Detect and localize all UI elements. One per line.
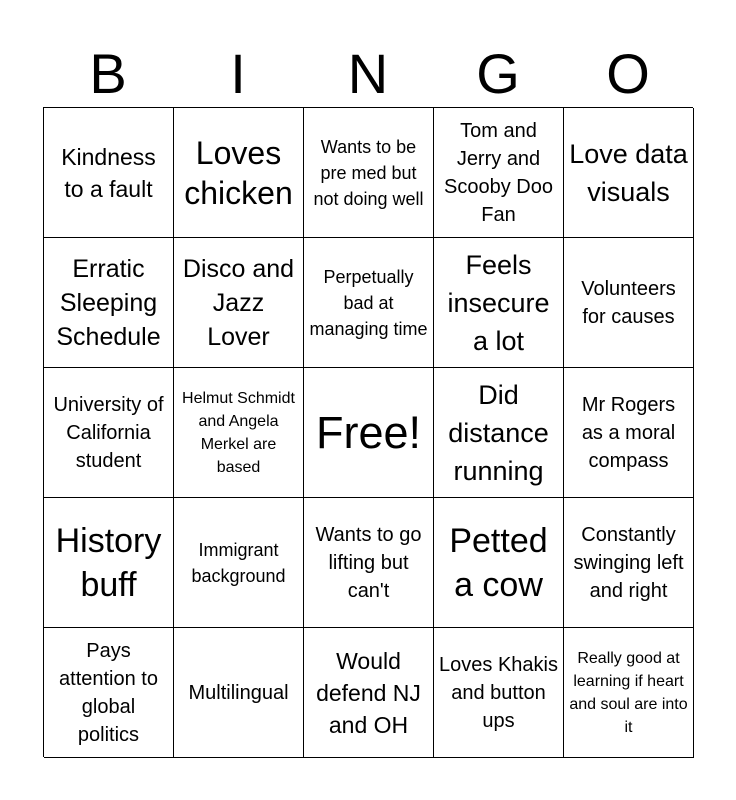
bingo-cell[interactable]: History buff bbox=[44, 498, 174, 628]
bingo-cell[interactable]: Immigrant background bbox=[174, 498, 304, 628]
bingo-board bbox=[43, 107, 693, 757]
header-letter-g: G bbox=[476, 42, 520, 105]
header-letter-o: O bbox=[606, 42, 650, 105]
bingo-cell[interactable]: Constantly swinging left and right bbox=[564, 498, 694, 628]
bingo-cell[interactable]: Mr Rogers as a moral compass bbox=[564, 368, 694, 498]
bingo-cell[interactable]: Would defend NJ and OH bbox=[304, 628, 434, 758]
bingo-cell[interactable]: Did distance running bbox=[434, 368, 564, 498]
header-letter-i: I bbox=[230, 42, 246, 105]
bingo-cell[interactable]: Helmut Schmidt and Angela Merkel are based bbox=[174, 368, 304, 498]
bingo-cell[interactable]: Love data visuals bbox=[564, 108, 694, 238]
bingo-cell[interactable]: Pays attention to global politics bbox=[44, 628, 174, 758]
free-space-cell[interactable]: Free! bbox=[304, 368, 434, 498]
bingo-cell[interactable]: Perpetually bad at managing time bbox=[304, 238, 434, 368]
bingo-cell[interactable]: Loves chicken bbox=[174, 108, 304, 238]
bingo-cell[interactable]: Volunteers for causes bbox=[564, 238, 694, 368]
bingo-cell[interactable]: Loves Khakis and button ups bbox=[434, 628, 564, 758]
bingo-cell[interactable]: Disco and Jazz Lover bbox=[174, 238, 304, 368]
bingo-cell[interactable]: Really good at learning if heart and soul are into it bbox=[564, 628, 694, 758]
bingo-cell[interactable]: Petted a cow bbox=[434, 498, 564, 628]
bingo-cell[interactable]: Tom and Jerry and Scooby Doo Fan bbox=[434, 108, 564, 238]
bingo-header bbox=[43, 40, 693, 108]
bingo-cell[interactable]: Wants to go lifting but can't bbox=[304, 498, 434, 628]
bingo-cell[interactable]: Multilingual bbox=[174, 628, 304, 758]
bingo-cell[interactable]: University of California student bbox=[44, 368, 174, 498]
bingo-cell[interactable]: Wants to be pre med but not doing well bbox=[304, 108, 434, 238]
bingo-cell[interactable]: Erratic Sleeping Schedule bbox=[44, 238, 174, 368]
bingo-cell[interactable]: Feels insecure a lot bbox=[434, 238, 564, 368]
bingo-cell[interactable]: Kindness to a fault bbox=[44, 108, 174, 238]
header-letter-n: N bbox=[347, 42, 389, 105]
header-letter-b: B bbox=[89, 42, 127, 105]
